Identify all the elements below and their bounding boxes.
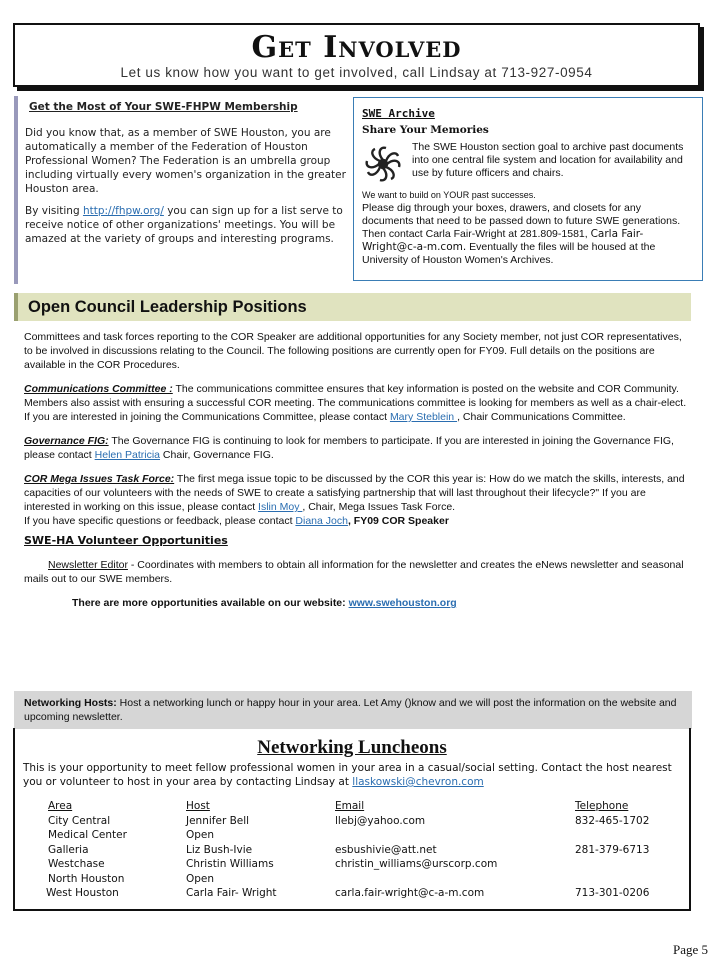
- host-cell: Open: [186, 872, 215, 885]
- host-cell: Christin Williams: [186, 858, 274, 870]
- more-opportunities: [24, 596, 690, 610]
- gov-post: Chair, Governance FIG.: [160, 449, 274, 461]
- host-cell: Open: [186, 829, 215, 841]
- membership-box: [14, 96, 354, 284]
- luncheons-desc: [15, 761, 689, 789]
- comm-label: Communications Committee :: [24, 383, 173, 395]
- phone-cell: 713-301-0206: [575, 887, 650, 899]
- luncheons-table: [15, 799, 689, 901]
- archive-intro: The SWE Houston section goal to archive past documents into one central file system and location for availability and use by future officers and chairs.: [412, 141, 684, 179]
- more-pre: There are more opportunities available on our website:: [72, 597, 349, 609]
- table-header-row: [15, 799, 689, 814]
- mega-post: , Chair, Mega Issues Task Force.: [302, 501, 456, 513]
- area-cell: West Houston: [46, 887, 119, 899]
- area-cell: North Houston: [48, 872, 125, 885]
- luncheons-box: [13, 728, 691, 911]
- archive-email: Carla Fair-Wright@c-a-m.com.: [362, 228, 644, 253]
- luncheons-title: Networking Luncheons: [257, 737, 447, 758]
- membership-para-1: Did you know that, as a member of SWE Houston, you are automatically a member of the Federation of Houston Professional Women? The Federation is an umbrella group including virtually every women's organization in the greater Houston area.: [25, 127, 346, 195]
- networking-hosts: [14, 691, 692, 729]
- mega-label: COR Mega Issues Task Force:: [24, 473, 175, 485]
- membership-para-2: [25, 204, 354, 246]
- host-cell: Liz Bush-Ivie: [186, 843, 253, 856]
- ne-text: - Coordinates with members to obtain all information for the newsletter and creates the eNews newsletter and seasonal mails out to our SWE members.: [24, 559, 684, 585]
- table-row: [15, 828, 689, 843]
- hosts-text: Host a networking lunch or happy hour in your area. Let Amy ()know and we will post the information on the website and upcoming newsletter.: [24, 697, 677, 723]
- email-cell: christin_williams@urscorp.com: [335, 858, 498, 870]
- archive-body-post: Eventually the files will be housed at the University of Houston Women's Archives.: [362, 241, 656, 266]
- host-cell: Jennifer Bell: [186, 814, 250, 827]
- questions-post: , FY09 COR Speaker: [347, 515, 449, 527]
- gov-label: Governance FIG:: [24, 435, 109, 447]
- mega-issues: [24, 472, 690, 514]
- swehouston-link[interactable]: www.swehouston.org: [348, 597, 457, 609]
- swe-ha-heading: SWE-HA Volunteer Opportunities: [24, 534, 228, 547]
- lindsay-email-link[interactable]: llaskowski@chevron.com: [352, 776, 484, 788]
- archive-build: We want to build on YOUR past successes.: [362, 190, 536, 200]
- islin-moy-link[interactable]: Islin Moy: [258, 501, 303, 513]
- swe-flower-logo-icon: [362, 143, 404, 185]
- council-heading: Open Council Leadership Positions: [14, 293, 691, 321]
- area-cell: Medical Center: [48, 829, 127, 841]
- newsletter-editor: [24, 558, 690, 586]
- col-telephone: Telephone: [575, 800, 629, 812]
- membership-para-2-post: you can sign up for a list serve to receive notice of other organizations' meetings. You will be amazed at the variety of groups and interesting programs.: [25, 205, 343, 245]
- table-row: [15, 843, 689, 858]
- questions-pre: If you have specific questions or feedback, please contact: [24, 515, 296, 527]
- area-cell: City Central: [48, 814, 111, 827]
- table-row: [15, 872, 689, 887]
- col-email: Email: [335, 800, 365, 812]
- email-cell: carla.fair-wright@c-a-m.com: [335, 887, 485, 899]
- page-subtitle: Let us know how you want to get involved, call Lindsay at 713-927-0954: [120, 65, 593, 80]
- diana-joch-link[interactable]: Diana Joch: [295, 515, 348, 527]
- archive-body-pre: Please dig through your boxes, drawers, and closets for any documents that need to be passed down to future SWE generations. Then contact Carla Fair-Wright at 281.809-1581,: [362, 202, 681, 240]
- table-row: [15, 886, 689, 901]
- archive-body: [362, 202, 694, 267]
- questions: [24, 514, 690, 528]
- comm-committee: [24, 382, 690, 424]
- col-area: Area: [48, 800, 73, 812]
- mega-text: The first mega issue topic to be discussed by the COR this year is: How do we match the skills, interests, and capacities of our volunteers with the needs of SWE to create a satisfying partnership that will last throughout their lifecycle?" If you are interested in working on this issue, please contact: [24, 473, 685, 513]
- council-section: [24, 330, 690, 620]
- membership-heading: Get the Most of Your SWE-FHPW Membership: [29, 101, 298, 113]
- table-row: [15, 814, 689, 829]
- email-cell: llebj@yahoo.com: [335, 814, 426, 827]
- hosts-label: Networking Hosts:: [24, 697, 117, 709]
- governance-fig: [24, 434, 690, 462]
- gov-text: The Governance FIG is continuing to look for members to participate. If you are interested in joining the Governance FIG, please contact: [24, 435, 674, 461]
- ne-label: Newsletter Editor: [48, 559, 128, 571]
- page-number: Page 5: [672, 942, 708, 957]
- phone-cell: 281-379-6713: [575, 843, 650, 856]
- archive-subheading: Share Your Memories: [362, 124, 489, 136]
- comm-post: , Chair Communications Committee.: [457, 411, 626, 423]
- comm-text: The communications committee ensures that key information is posted on the website and COR Community. Members also assist with ensuring a successful COR meeting. The communications committee is looking for members as well as a chair-elect. If you are interested in joining the Communications Committee, please contact: [24, 383, 687, 423]
- page-header: [13, 23, 700, 87]
- council-intro: Committees and task forces reporting to the COR Speaker are additional opportunities for any Society member, not just COR representatives, to be involved in discussions relating to the Council. The following positions are currently open for FY09. Full details on the positions are available in the COR Procedures.: [24, 331, 682, 371]
- archive-heading: SWE Archive: [362, 107, 435, 120]
- archive-box: [353, 97, 703, 281]
- email-cell: esbushivie@att.net: [335, 843, 437, 856]
- mary-steblein-link[interactable]: Mary Steblein: [389, 411, 458, 423]
- helen-patricia-link[interactable]: Helen Patricia: [94, 449, 161, 461]
- col-host: Host: [186, 800, 210, 812]
- phone-cell: 832-465-1702: [575, 814, 650, 827]
- host-cell: Carla Fair- Wright: [186, 887, 277, 899]
- page-title: Get Involved: [251, 30, 462, 65]
- fhpw-link[interactable]: http://fhpw.org/: [82, 205, 164, 217]
- area-cell: Galleria: [48, 843, 89, 856]
- area-cell: Westchase: [48, 858, 105, 870]
- luncheons-desc-pre: This is your opportunity to meet fellow professional women in your area in a casual/social setting. Contact the host nearest you or volunteer to host in your area by contacting Lindsay at: [23, 762, 672, 788]
- table-row: [15, 857, 689, 872]
- membership-para-2-pre: By visiting: [25, 205, 83, 217]
